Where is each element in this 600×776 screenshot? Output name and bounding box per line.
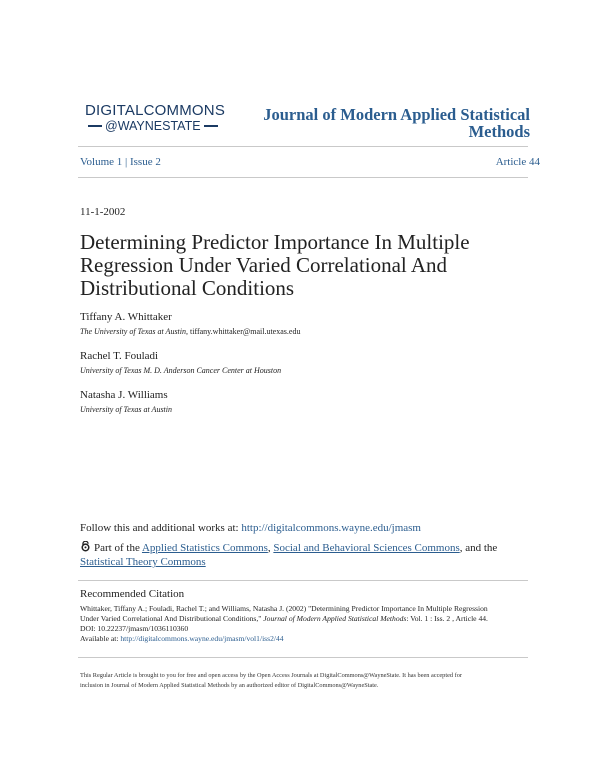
journal-title-link[interactable]: Journal of Modern Applied Statistical Methods [263, 105, 530, 141]
citation-body [80, 604, 530, 644]
citation-divider [78, 580, 528, 581]
statistical-theory-commons-link[interactable]: Statistical Theory Commons [80, 556, 206, 568]
affiliation-text: University of Texas M. D. Anderson Cancer Center at Houston [80, 366, 282, 375]
citation-line2-end: : Vol. 1 : Iss. 2 , Article 44. [406, 614, 488, 623]
citation-heading: Recommended Citation [80, 588, 185, 600]
publisher-logo-sub [85, 119, 221, 133]
paper-title: Determining Predictor Importance In Multiple Regression Under Varied Correlational And Distributional Conditions [80, 230, 470, 300]
affiliation-text: The University of Texas at Austin [80, 327, 186, 336]
article-number-link[interactable]: Article 44 [495, 156, 540, 168]
author-affiliation [80, 405, 172, 414]
publisher-logo[interactable] [85, 102, 225, 119]
and-the-text: , and the [459, 542, 498, 554]
follow-url-link[interactable]: http://digitalcommons.wayne.edu/jmasm [241, 522, 421, 534]
author-email[interactable]: , tiffany.whittaker@mail.utexas.edu [186, 327, 301, 336]
access-footnote [80, 671, 530, 691]
citation-journal: Journal of Modern Applied Statistical Methods [263, 614, 407, 623]
logo-part1: DIGITAL [85, 102, 144, 119]
author-name: Natasha J. Williams [80, 389, 168, 401]
citation-available [80, 634, 530, 644]
volume-issue [80, 156, 161, 168]
part-of-line [80, 541, 540, 569]
logo-dash-left [88, 125, 102, 127]
publication-date: 11-1-2002 [80, 206, 126, 218]
follow-line [80, 522, 421, 534]
author-name: Tiffany A. Whittaker [80, 311, 172, 323]
author-name: Rachel T. Fouladi [80, 350, 159, 362]
affiliation-text: University of Texas at Austin [80, 405, 172, 414]
available-url-link[interactable]: http://digitalcommons.wayne.edu/jmasm/vol1/iss2/44 [120, 634, 284, 643]
comma-separator: , [267, 542, 274, 554]
footnote-line2: inclusion in Journal of Modern Applied Statistical Methods by an authorized editor of DigitalCommons@WayneState. [80, 682, 379, 689]
part-of-prefix: Part of the [94, 542, 142, 554]
citation-line2-plain: Under Varied Correlational And Distributional Conditions," [80, 614, 264, 623]
author-affiliation [80, 366, 281, 375]
social-behavioral-sciences-commons-link[interactable]: Social and Behavioral Sciences Commons [273, 542, 460, 554]
footnote-line1: This Regular Article is brought to you for free and open access by the Open Access Journals at DigitalCommons@WayneState. It has been accepted for [80, 672, 462, 679]
logo-part2: COMMONS [143, 102, 226, 119]
applied-statistics-commons-link[interactable]: Applied Statistics Commons [141, 542, 268, 554]
citation-line1: Whittaker, Tiffany A.; Fouladi, Rachel T.; and Williams, Natasha J. (2002) "Determining Predictor Importance In Multiple Regression [80, 604, 488, 613]
citation-line2 [80, 614, 530, 624]
issue-link[interactable]: Issue 2 [129, 156, 161, 168]
open-access-icon [80, 541, 91, 552]
logo-sub: @WAYNESTATE [105, 119, 201, 133]
citation-doi: DOI: 10.22237/jmasm/1036110360 [80, 624, 189, 633]
logo-dash-right [204, 125, 218, 127]
volume-separator: | [125, 156, 128, 168]
volume-link[interactable]: Volume 1 [80, 156, 123, 168]
follow-text: Follow this and additional works at: [80, 522, 242, 534]
available-label: Available at: [80, 634, 121, 643]
footnote-divider [78, 657, 528, 658]
author-affiliation [80, 327, 300, 336]
header-divider-top [78, 146, 528, 147]
header-divider-bottom [78, 177, 528, 178]
